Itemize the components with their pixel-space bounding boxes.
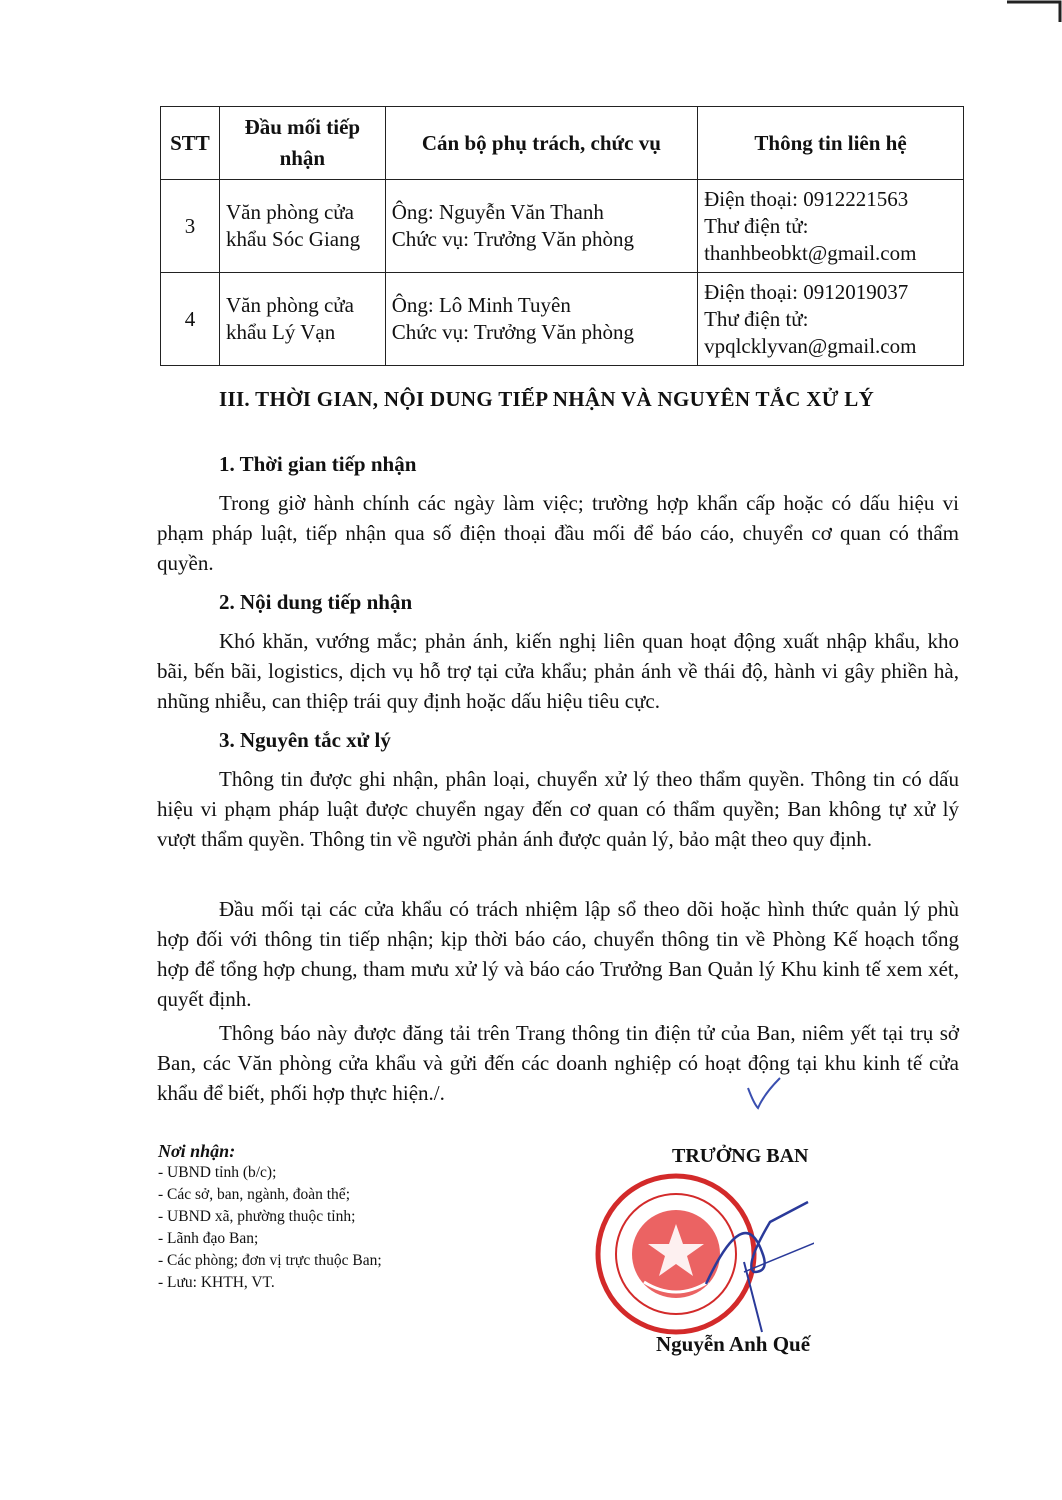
- recipient-item: - Lãnh đạo Ban;: [158, 1230, 259, 1247]
- row-officer: [385, 273, 697, 366]
- officer-name: Ông: Nguyễn Văn Thanh: [391, 200, 604, 224]
- initial-mark-icon: [744, 1074, 784, 1114]
- row-officer: [385, 180, 697, 273]
- recipient-item: - Lưu: KHTH, VT.: [158, 1274, 275, 1291]
- subsection-title-principle: 3. Nguyên tắc xử lý: [219, 728, 391, 752]
- header-officer: Cán bộ phụ trách, chức vụ: [385, 107, 697, 180]
- contact-email-label: Thư điện tử:: [704, 306, 809, 331]
- subsection-title-time: 1. Thời gian tiếp nhận: [219, 452, 417, 476]
- row-contact: [698, 273, 964, 366]
- officer-name: Ông: Lô Minh Tuyên: [391, 293, 571, 317]
- row-stt: 4: [161, 273, 220, 366]
- paragraph-time: Trong giờ hành chính các ngày làm việc; trường hợp khẩn cấp hoặc có dấu hiệu vi phạm pháp luật, tiếp nhận qua số điện thoại đầu mối để báo cáo, chuyển cơ quan có thẩm quyền.: [157, 491, 959, 575]
- officer-title: Chức vụ: Trưởng Văn phòng: [391, 320, 635, 344]
- section-heading: III. THỜI GIAN, NỘI DUNG TIẾP NHẬN VÀ NGUYÊN TẮC XỬ LÝ: [219, 387, 875, 411]
- contact-phone: Điện thoại: 0912019037: [704, 279, 909, 304]
- recipient-item: - Các sở, ban, ngành, đoàn thể;: [158, 1186, 350, 1203]
- paragraph-principle-1: Thông tin được ghi nhận, phân loại, chuyển xử lý theo thẩm quyền. Thông tin có dấu hiệu vi phạm pháp luật được chuyển ngay đến cơ quan có thẩm quyền; Ban không tự xử lý vượt thẩm quyền. Thông tin về người phản ánh được quản lý, bảo mật theo quy định.: [157, 767, 959, 851]
- recipients-block: [158, 1140, 382, 1294]
- row-contact: [698, 180, 964, 273]
- header-stt: STT: [161, 107, 220, 180]
- contact-table: [160, 106, 964, 366]
- recipients-title: Nơi nhận:: [158, 1141, 236, 1161]
- paragraph-content: Khó khăn, vướng mắc; phản ánh, kiến nghị liên quan hoạt động xuất nhập khẩu, kho bãi, bến bãi, logistics, dịch vụ hỗ trợ tại cửa khẩu; phản ánh về thái độ, hành vi gây phiền hà, nhũng nhiễu, can thiệp trái quy định hoặc dấu hiệu tiêu cực.: [157, 629, 959, 713]
- signer-title: TRƯỞNG BAN: [672, 1145, 809, 1167]
- table-header-row: [161, 107, 964, 180]
- paragraph-principle-2: Đầu mối tại các cửa khẩu có trách nhiệm lập sổ theo dõi hoặc hình thức quản lý phù hợp đối với thông tin tiếp nhận; kịp thời báo cáo, chuyển thông tin về Phòng Kế hoạch tổng hợp để tổng hợp chung, tham mưu xử lý và báo cáo Trưởng Ban Quản lý Khu kinh tế xem xét, quyết định.: [157, 897, 959, 1011]
- subsection-title-content: 2. Nội dung tiếp nhận: [219, 590, 413, 614]
- recipient-item: - UBND tỉnh (b/c);: [158, 1164, 277, 1181]
- table-row: [161, 180, 964, 273]
- contact-phone: Điện thoại: 0912221563: [704, 186, 909, 211]
- page-corner-mark: [1002, 0, 1062, 26]
- contact-email-label: Thư điện tử:: [704, 213, 809, 238]
- signer-name: Nguyễn Anh Quế: [656, 1332, 811, 1356]
- row-stt: 3: [161, 180, 220, 273]
- officer-title: Chức vụ: Trưởng Văn phòng: [391, 227, 635, 251]
- row-unit: Văn phòng cửa khẩu Lý Vạn: [219, 273, 385, 366]
- contact-email[interactable]: thanhbeobkt@gmail.com: [704, 240, 917, 265]
- header-unit: Đầu mối tiếp nhận: [219, 107, 385, 180]
- paragraph-closing: Thông báo này được đăng tải trên Trang thông tin điện tử của Ban, niêm yết tại trụ sở Ban, các Văn phòng cửa khẩu và gửi đến các doanh nghiệp có hoạt động tại khu kinh tế cửa khẩu để biết, phối hợp thực hiện./.: [157, 1021, 959, 1105]
- recipient-item: - Các phòng; đơn vị trực thuộc Ban;: [158, 1252, 382, 1269]
- official-seal-icon: [594, 1162, 814, 1352]
- header-contact: Thông tin liên hệ: [698, 107, 964, 180]
- row-unit: Văn phòng cửa khẩu Sóc Giang: [219, 180, 385, 273]
- recipient-item: - UBND xã, phường thuộc tỉnh;: [158, 1208, 356, 1225]
- table-row: [161, 273, 964, 366]
- contact-email[interactable]: vpqlcklyvan@gmail.com: [704, 333, 917, 358]
